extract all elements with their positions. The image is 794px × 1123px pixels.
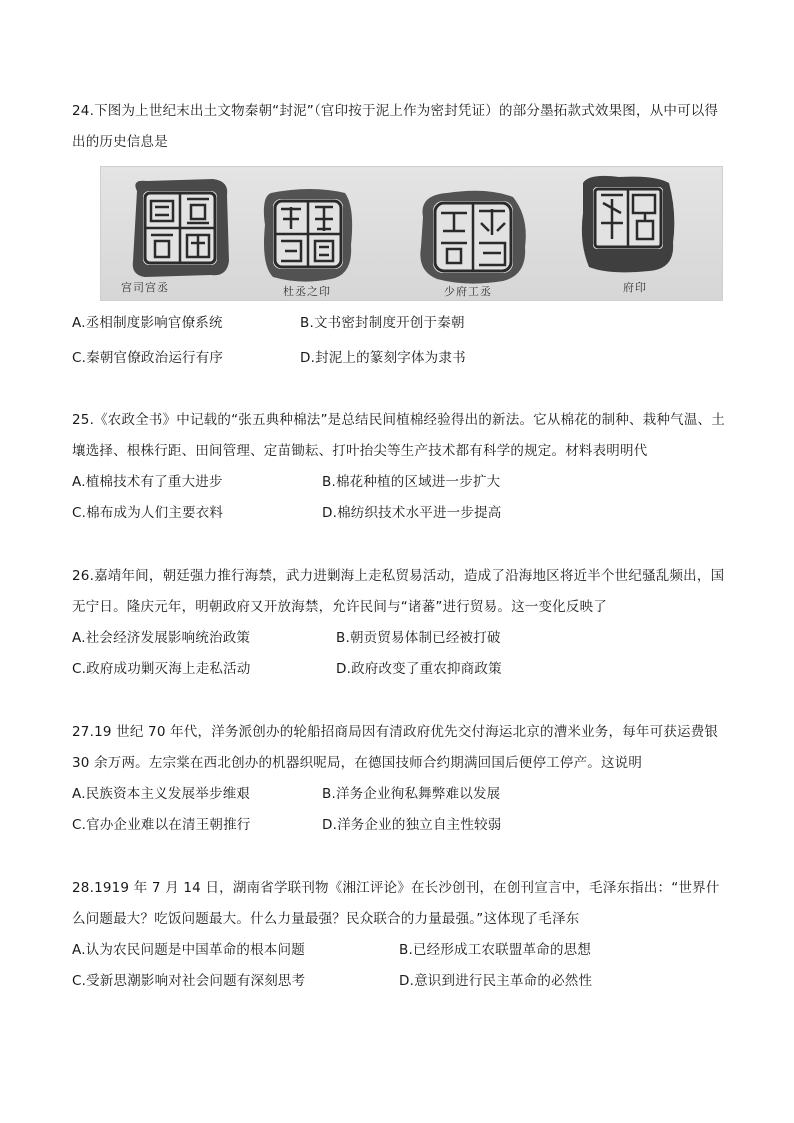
question-27	[72, 717, 727, 841]
question-stem: 28.1919 年 7 月 14 日，湖南省学联刊物《湘江评论》在长沙创刊，在创刊宣言中，毛泽东指出：“世界什么问题最大？吃饭问题最大。什么力量最强？民众联合的力量最强。”这体现了毛泽东	[72, 880, 720, 927]
seal-caption-1: 宫司宫丞	[121, 281, 169, 294]
option-b[interactable]: B.棉花种植的区域进一步扩大	[322, 474, 501, 490]
seal-caption-3: 少府工丞	[444, 285, 492, 298]
option-b[interactable]: B.文书密封制度开创于秦朝	[300, 315, 465, 331]
option-b[interactable]: B.洋务企业徇私舞弊难以发展	[322, 786, 501, 802]
option-b[interactable]: B.已经形成工农联盟革命的思想	[399, 942, 592, 958]
option-a[interactable]: A.民族资本主义发展举步维艰	[72, 786, 251, 802]
option-b[interactable]: B.朝贡贸易体制已经被打破	[336, 630, 501, 646]
question-24-options	[72, 308, 727, 374]
option-a[interactable]: A.认为农民问题是中国革命的根本问题	[72, 942, 305, 958]
seal-fuyin	[582, 176, 674, 272]
seal-caption-4: 府印	[623, 281, 647, 294]
question-24	[72, 96, 727, 158]
option-c[interactable]: C.官办企业难以在清王朝推行	[72, 817, 251, 833]
seal-caption-2: 杜丞之印	[283, 285, 331, 298]
option-c[interactable]: C.受新思潮影响对社会问题有深刻思考	[72, 973, 306, 989]
option-d[interactable]: D.棉纺织技术水平进一步提高	[322, 505, 502, 521]
option-d[interactable]: D.政府改变了重农抑商政策	[336, 661, 502, 677]
option-c[interactable]: C.秦朝官僚政治运行有序	[72, 350, 224, 366]
seal-gongsigongcheng	[133, 179, 229, 277]
seal-shaofugongcheng	[420, 191, 525, 284]
question-stem: 24.下图为上世纪末出土文物秦朝“封泥”（官印按于泥上作为密封凭证）的部分墨拓款式效果图，从中可以得出的历史信息是	[72, 103, 719, 150]
option-a[interactable]: A.植棉技术有了重大进步	[72, 474, 223, 490]
question-stem: 27.19 世纪 70 年代，洋务派创办的轮船招商局因有清政府优先交付海运北京的漕米业务，每年可获运费银 30 余万两。左宗棠在西北创办的机器织呢局，在德国技师合约期满回国后便停工停产。这说明	[72, 724, 719, 771]
seal-duchengzhiyin	[264, 189, 352, 282]
option-a[interactable]: A.社会经济发展影响统治政策	[72, 630, 251, 646]
question-stem: 26.嘉靖年间，朝廷强力推行海禁，武力进剿海上走私贸易活动，造成了沿海地区将近半个世纪骚乱频出，国无宁日。隆庆元年，明朝政府又开放海禁，允许民间与“诸蕃”进行贸易。这一变化反映了	[72, 568, 725, 615]
option-c[interactable]: C.政府成功剿灭海上走私活动	[72, 661, 251, 677]
option-c[interactable]: C.棉布成为人们主要衣料	[72, 505, 224, 521]
question-stem: 25.《农政全书》中记载的“张五典种棉法”是总结民间植棉经验得出的新法。它从棉花的制种、栽种气温、土壤选择、根株行距、田间管理、定苗锄耘、打叶抬尖等生产技术都有科学的规定。材料表明明代	[72, 412, 725, 459]
question-25	[72, 405, 727, 529]
option-d[interactable]: D.意识到进行民主革命的必然性	[399, 973, 593, 989]
option-d[interactable]: D.洋务企业的独立自主性较弱	[322, 817, 502, 833]
question-26	[72, 561, 727, 685]
question-28	[72, 873, 727, 997]
option-d[interactable]: D.封泥上的篆刻字体为隶书	[300, 350, 466, 366]
option-a[interactable]: A.丞相制度影响官僚系统	[72, 315, 223, 331]
seal-rubbings-figure	[100, 166, 723, 301]
